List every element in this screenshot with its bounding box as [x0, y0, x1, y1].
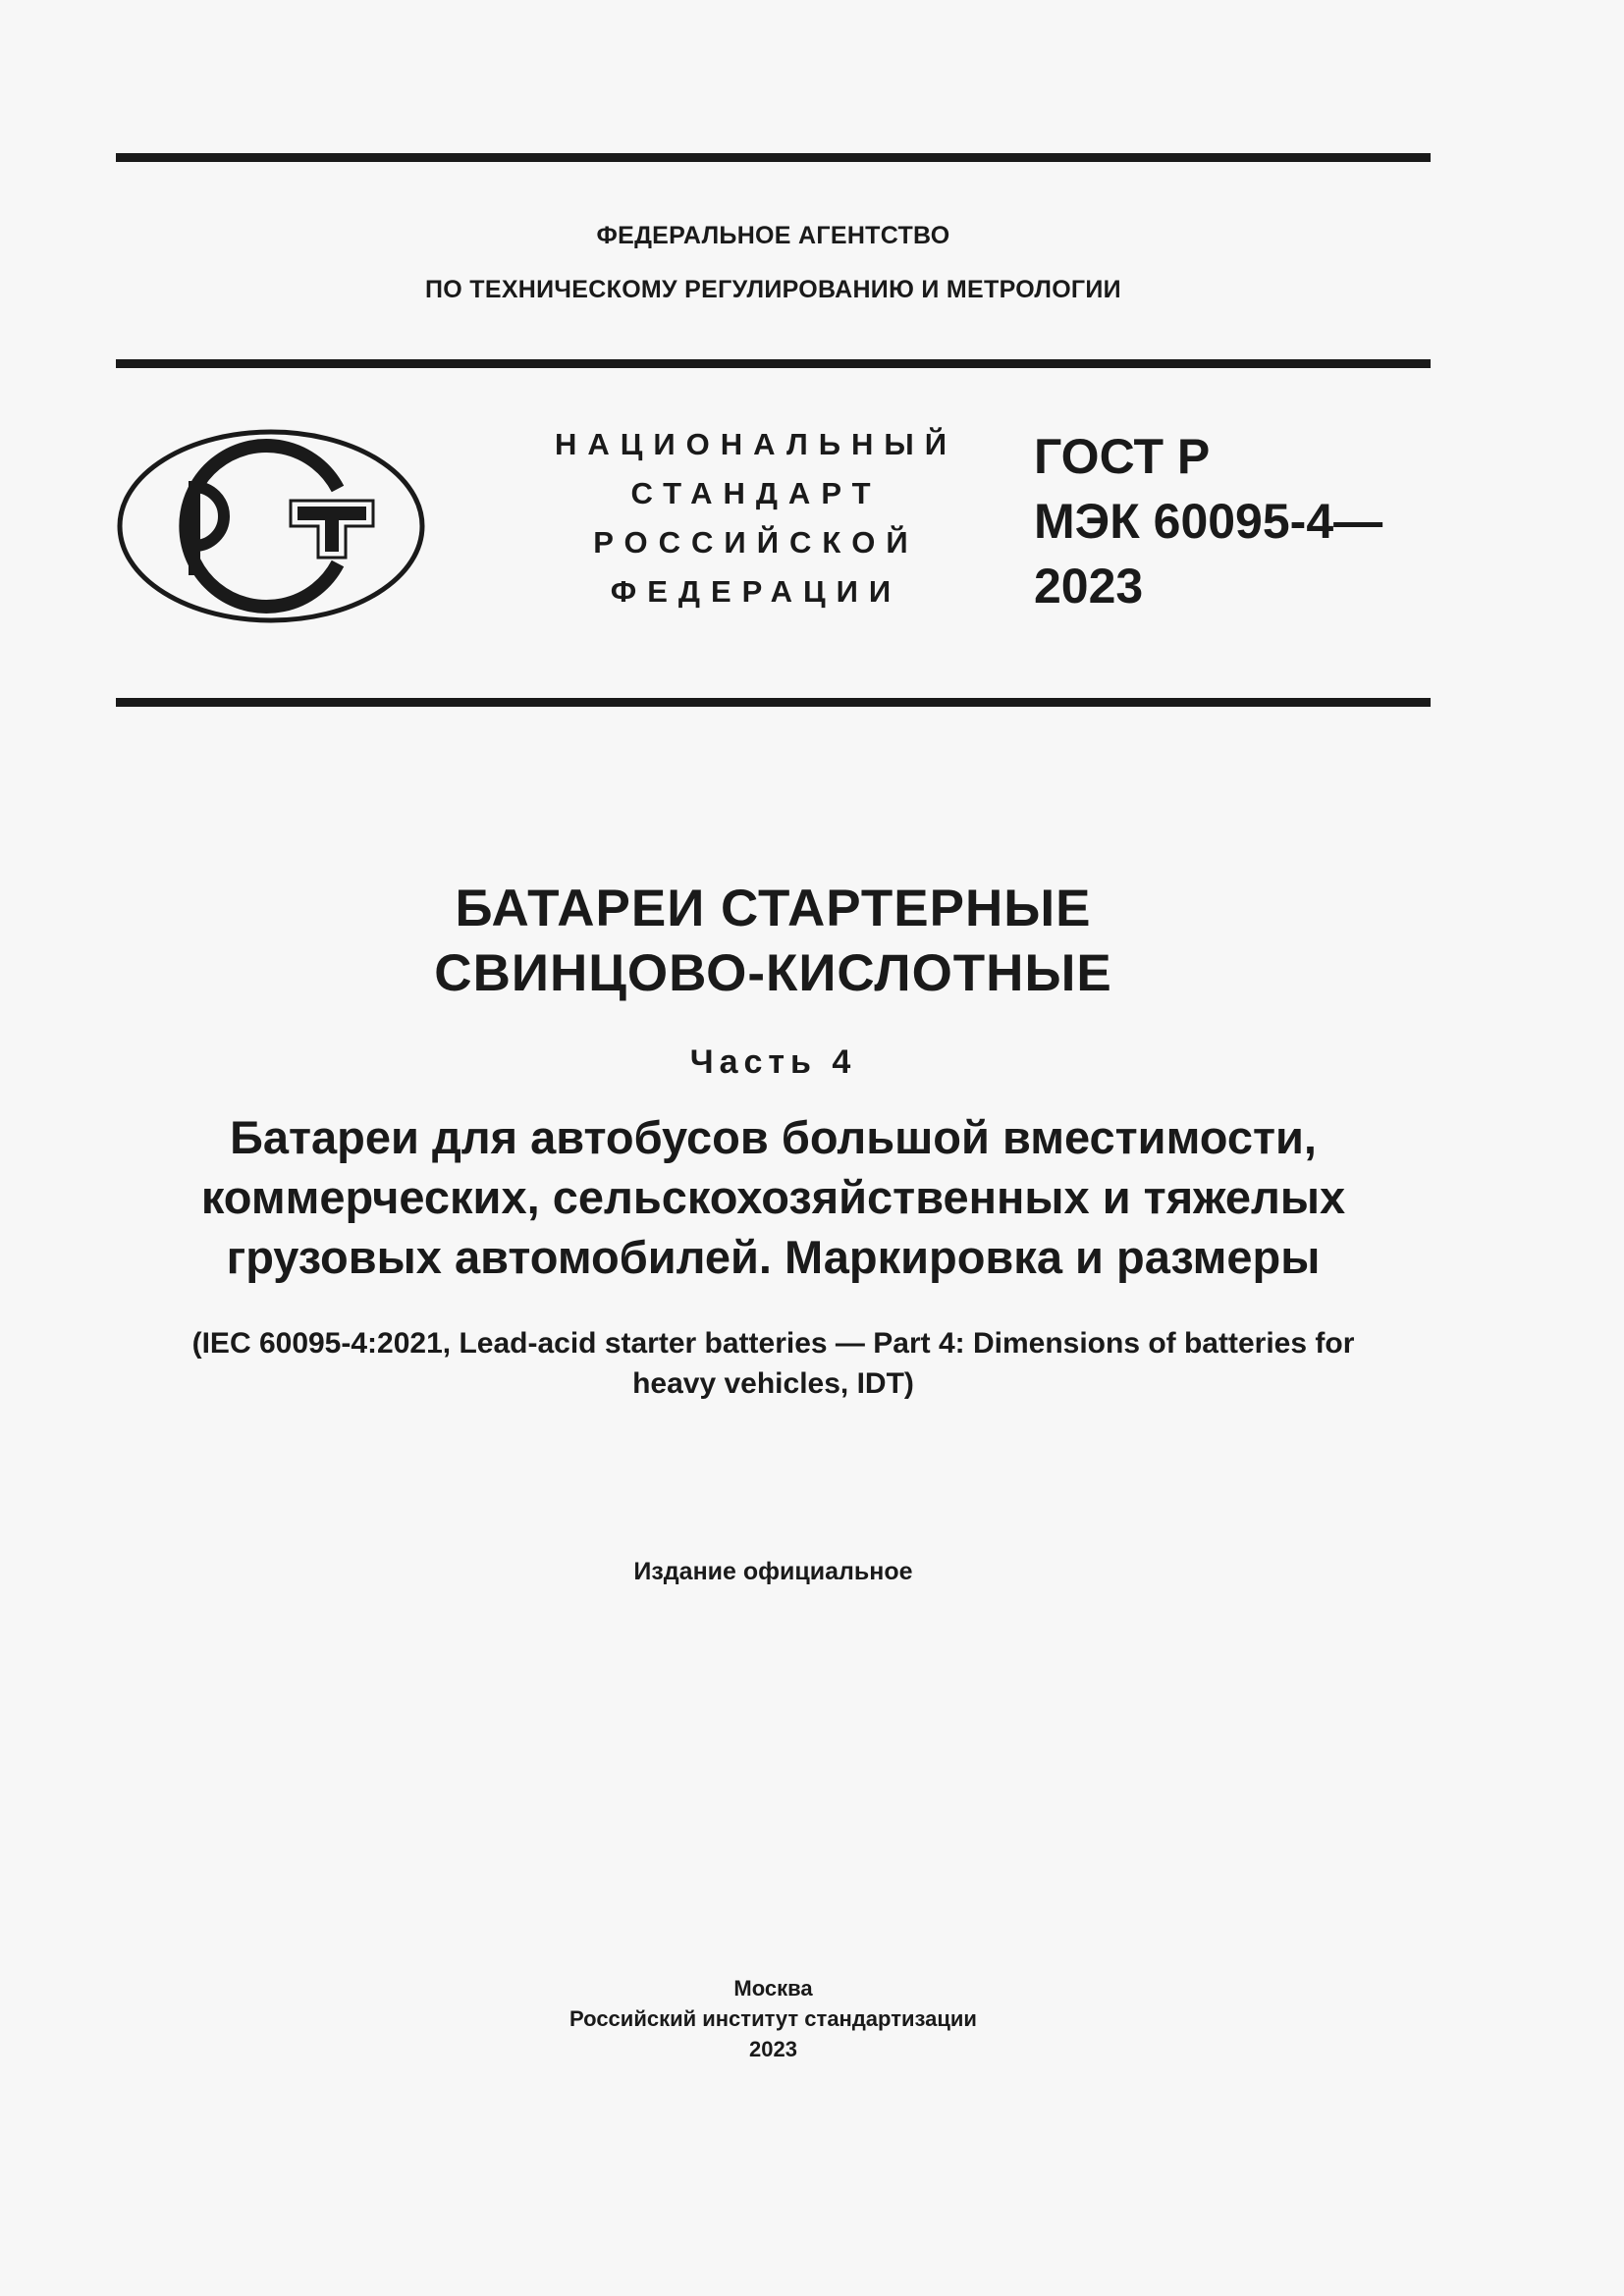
rst-conformity-mark-icon: [116, 428, 426, 624]
agency-line-1: ФЕДЕРАЛЬНОЕ АГЕНТСТВО: [596, 222, 950, 249]
subtitle-line-1: Батареи для автобусов большой вместимости,: [230, 1111, 1317, 1163]
header-rule: [116, 359, 1431, 368]
designation-line-2: МЭК 60095-4—: [1034, 494, 1383, 549]
imprint-publisher: Российский институт стандартизации: [569, 2006, 977, 2031]
national-standard-block: [511, 420, 1001, 616]
national-standard-line-1: НАЦИОНАЛЬНЫЙ: [554, 427, 958, 461]
designation-line-1: ГОСТ Р: [1034, 429, 1211, 484]
part-number: Часть 4: [689, 1043, 857, 1081]
document-title: [116, 877, 1431, 1006]
masthead-rule: [116, 698, 1431, 707]
top-rule: [116, 153, 1431, 162]
document-subtitle: [116, 1107, 1431, 1287]
iec-reference-line-2: heavy vehicles, IDT): [632, 1367, 914, 1400]
imprint-city: Москва: [733, 1976, 813, 2001]
agency-line-2: ПО ТЕХНИЧЕСКОМУ РЕГУЛИРОВАНИЮ И МЕТРОЛОГИИ: [425, 276, 1121, 303]
edition-note: Издание официальное: [633, 1558, 913, 1585]
subtitle-line-2: коммерческих, сельскохозяйственных и тяжелых: [200, 1171, 1346, 1223]
iec-reference-line-1: (IEC 60095-4:2021, Lead-acid starter batteries — Part 4: Dimensions of batteries for: [191, 1327, 1355, 1360]
national-standard-line-2: СТАНДАРТ: [630, 476, 882, 510]
standard-designation: [1034, 424, 1382, 618]
iec-reference: [108, 1323, 1438, 1404]
subtitle-line-3: грузовых автомобилей. Маркировка и размеры: [226, 1231, 1321, 1283]
designation-line-3: 2023: [1034, 559, 1144, 614]
national-standard-line-3: РОССИЙСКОЙ: [593, 525, 919, 560]
imprint-year: 2023: [749, 2037, 797, 2061]
national-standard-line-4: ФЕДЕРАЦИИ: [610, 574, 902, 609]
title-line-1: БАТАРЕИ СТАРТЕРНЫЕ: [455, 880, 1092, 937]
imprint: [116, 1973, 1431, 2064]
title-line-2: СВИНЦОВО-КИСЛОТНЫЕ: [434, 944, 1112, 1002]
